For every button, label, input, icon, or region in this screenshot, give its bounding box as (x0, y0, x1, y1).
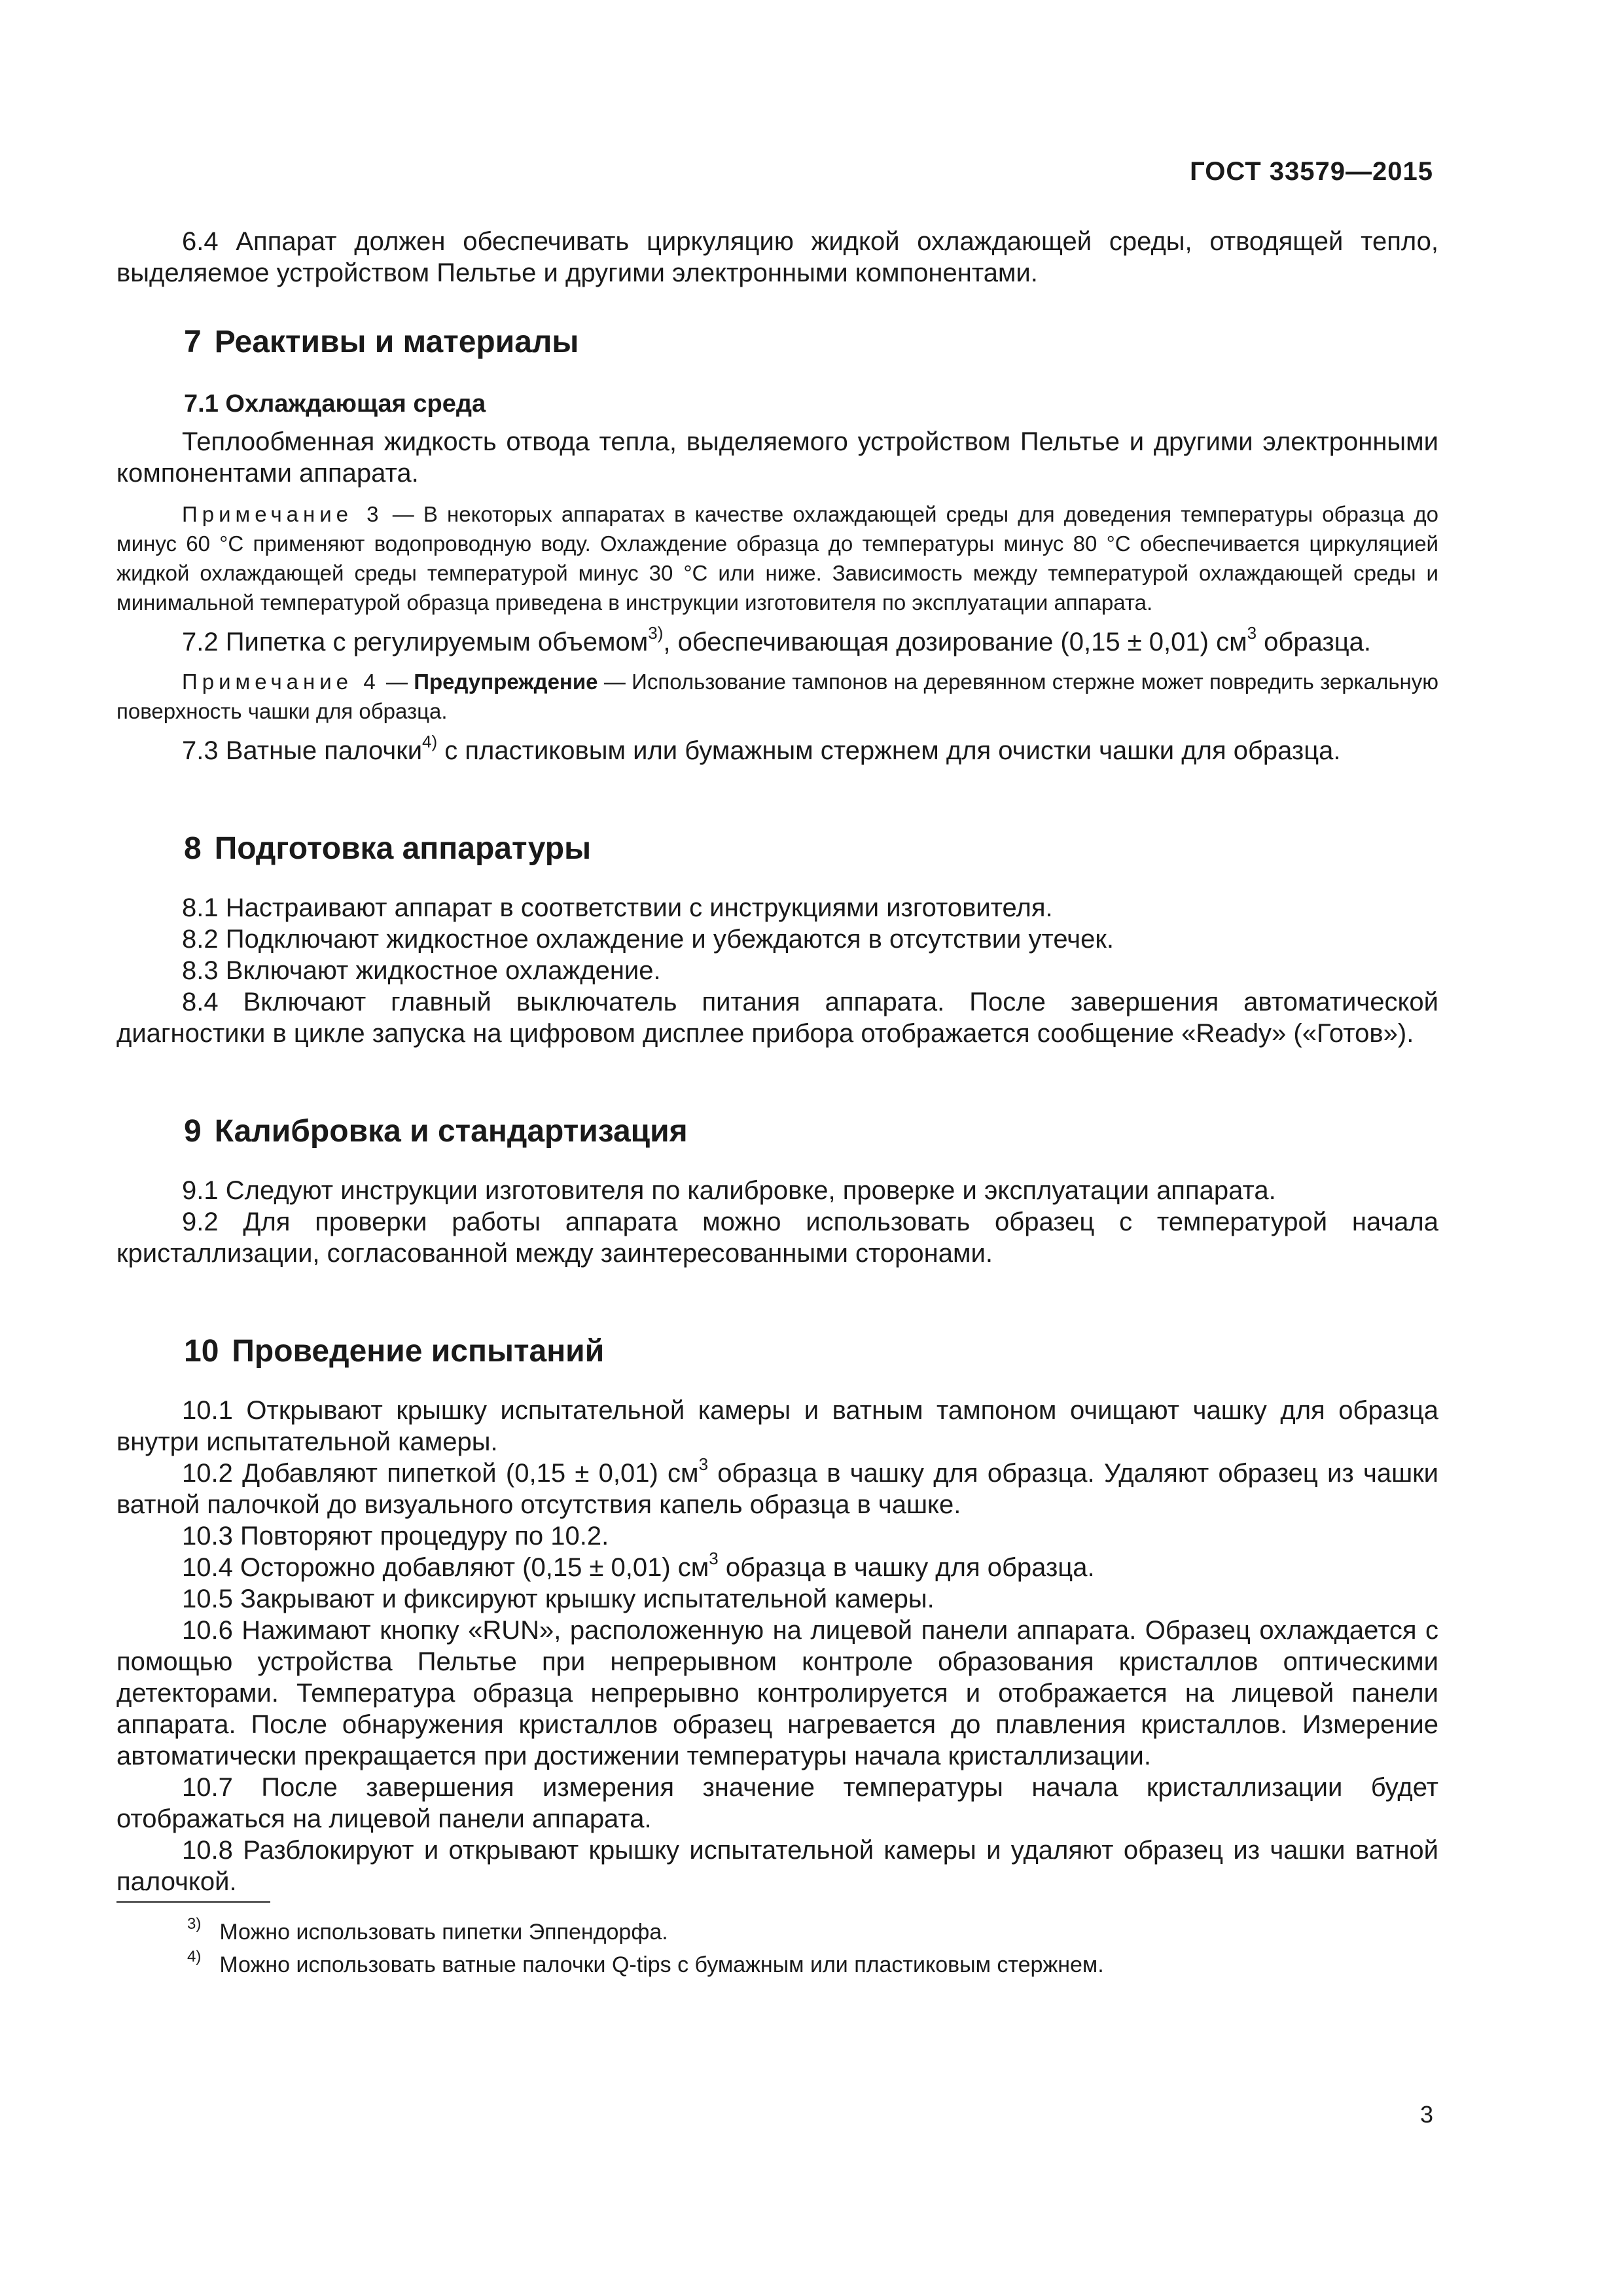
section-8-list (116, 892, 1438, 1049)
superscript: 3 (1247, 622, 1257, 643)
paragraph-10-7: 10.7 После завершения измерения значение температуры начала кристаллизации будет отображаться на лицевой панели аппарата. (116, 1773, 1438, 1833)
text-run: образца. (1257, 628, 1371, 656)
note-label: Примечание 4 (182, 670, 380, 694)
note-3 (116, 499, 1438, 617)
footnote-divider (116, 1901, 270, 1903)
footnote-3 (116, 1916, 1438, 1948)
footnote-ref: 4) (422, 731, 438, 751)
paragraph-7-3 (116, 731, 1438, 766)
paragraph-10-1: 10.1 Открывают крышку испытательной камеры и ватным тампоном очищают чашку для образца внутри испытательной камеры. (116, 1396, 1438, 1456)
text-run: , обеспечивающая дозирование (0,15 ± 0,01) см (663, 628, 1247, 656)
footnote-mark: 3) (187, 1914, 202, 1933)
text-run: 10.4 Осторожно добавляют (0,15 ± 0,01) см (182, 1553, 709, 1582)
paragraph-10-2 (116, 1454, 1439, 1520)
footnote-4 (116, 1948, 1438, 1981)
footnotes (116, 1916, 1438, 1981)
section-title: Реактивы и материалы (214, 325, 579, 359)
paragraph-10-3: 10.3 Повторяют процедуру по 10.2. (182, 1522, 609, 1551)
note-label: Примечание 3 (182, 502, 383, 526)
paragraph-8-4: 8.4 Включают главный выключатель питания аппарата. После завершения автоматической диагностики в цикле запуска на цифровом дисплее прибора отображается сообщение «Ready» («Готов»). (116, 988, 1438, 1048)
footnote-text: Можно использовать пипетки Эппендорфа. (219, 1920, 668, 1945)
paragraph-6-4: 6.4 Аппарат должен обеспечивать циркуляцию жидкой охлаждающей среды, отводящей тепло, выделяемое устройством Пельтье и другими электронными компонентами. (116, 227, 1438, 287)
footnote-mark: 4) (187, 1947, 202, 1965)
text-run: образца в чашку для образца. Удаляют образец из чашки ватной палочкой до визуального отсутствия капель образца в чашке. (116, 1459, 1439, 1519)
paragraph-9-1: 9.1 Следуют инструкции изготовителя по калибровке, проверке и эксплуатации аппарата. (182, 1176, 1276, 1205)
section-number: 8 (184, 831, 202, 866)
footnote-text: Можно использовать ватные палочки Q-tips с бумажным или пластиковым стержнем. (219, 1952, 1104, 1977)
paragraph-10-8: 10.8 Разблокируют и открывают крышку испытательной камеры и удаляют образец из чашки ватной палочкой. (116, 1836, 1438, 1896)
paragraph-9-2: 9.2 Для проверки работы аппарата можно использовать образец с температурой начала кристаллизации, согласованной между заинтересованными сторонами. (116, 1208, 1438, 1268)
text-run: с пластиковым или бумажным стержнем для очистки чашки для образца. (437, 736, 1341, 765)
section-number: 10 (184, 1334, 219, 1369)
section-title: Проведение испытаний (232, 1334, 605, 1369)
paragraph-10-4 (116, 1548, 1438, 1583)
section-9-list (116, 1175, 1438, 1269)
section-title: Подготовка аппаратуры (214, 831, 592, 866)
subsection-7-1-heading: 7.1 Охлаждающая среда (184, 390, 486, 418)
note-4 (116, 667, 1438, 726)
footnote-ref: 3) (648, 622, 664, 643)
note-text: — Использование тампонов на деревянном стержне может повредить зеркальную поверхность чашки для образца. (116, 670, 1438, 723)
section-10-heading (116, 1332, 1438, 1371)
page-header-standard: ГОСТ 33579—2015 (1190, 157, 1433, 186)
paragraph-8-3: 8.3 Включают жидкостное охлаждение. (182, 956, 661, 985)
section-10-list (116, 1395, 1438, 1897)
paragraph-7-1: Теплообменная жидкость отвода тепла, выделяемого устройством Пельтье и другими электронными компонентами аппарата. (116, 427, 1438, 488)
paragraph-8-1: 8.1 Настраивают аппарат в соответствии с инструкциями изготовителя. (182, 893, 1053, 922)
superscript: 3 (698, 1454, 709, 1474)
paragraph-7-2 (116, 622, 1438, 658)
section-9-heading (116, 1112, 1438, 1151)
section-title: Калибровка и стандартизация (214, 1114, 688, 1149)
paragraph-10-5: 10.5 Закрывают и фиксируют крышку испытательной камеры. (182, 1585, 935, 1613)
section-number: 9 (184, 1114, 202, 1149)
text-run: 7.3 Ватные палочки (182, 736, 423, 765)
document-body (116, 226, 1438, 1981)
superscript: 3 (709, 1548, 719, 1568)
paragraph-10-6: 10.6 Нажимают кнопку «RUN», расположенную на лицевой панели аппарата. Образец охлаждается с помощью устройства Пельтье при непрерывном контроле образования кристаллов оптическими детекторами. Температура образца непрерывно контролируется и отображается на лицевой панели аппарата. После обнаружения кристаллов образец нагревается до плавления кристаллов. Измерение автоматически прекращается при достижении температуры начала кристаллизации. (116, 1616, 1438, 1770)
section-8-heading (116, 829, 1438, 869)
section-number: 7 (184, 325, 202, 359)
note-dash: — (380, 670, 414, 694)
page-number: 3 (1419, 2101, 1433, 2128)
text-run: образца в чашку для образца. (718, 1553, 1095, 1582)
paragraph-8-2: 8.2 Подключают жидкостное охлаждение и убеждаются в отсутствии утечек. (182, 925, 1115, 954)
text-run: 7.2 Пипетка с регулируемым объемом (182, 628, 649, 656)
warning-label: Предупреждение (414, 670, 598, 694)
note-text: — В некоторых аппаратах в качестве охлаждающей среды для доведения температуры образца до минус 60 °С применяют водопроводную воду. Охлаждение образца до температуры минус 80 °С обеспечивается циркуляцией жидкой охлаждающей среды температурой минус 30 °С или ниже. Зависимость между температурой охлаждающей среды и минимальной температурой образца приведена в инструкции изготовителя по эксплуатации аппарата. (116, 502, 1439, 615)
text-run: 10.2 Добавляют пипеткой (0,15 ± 0,01) см (182, 1459, 699, 1488)
section-7-heading (116, 323, 1438, 362)
